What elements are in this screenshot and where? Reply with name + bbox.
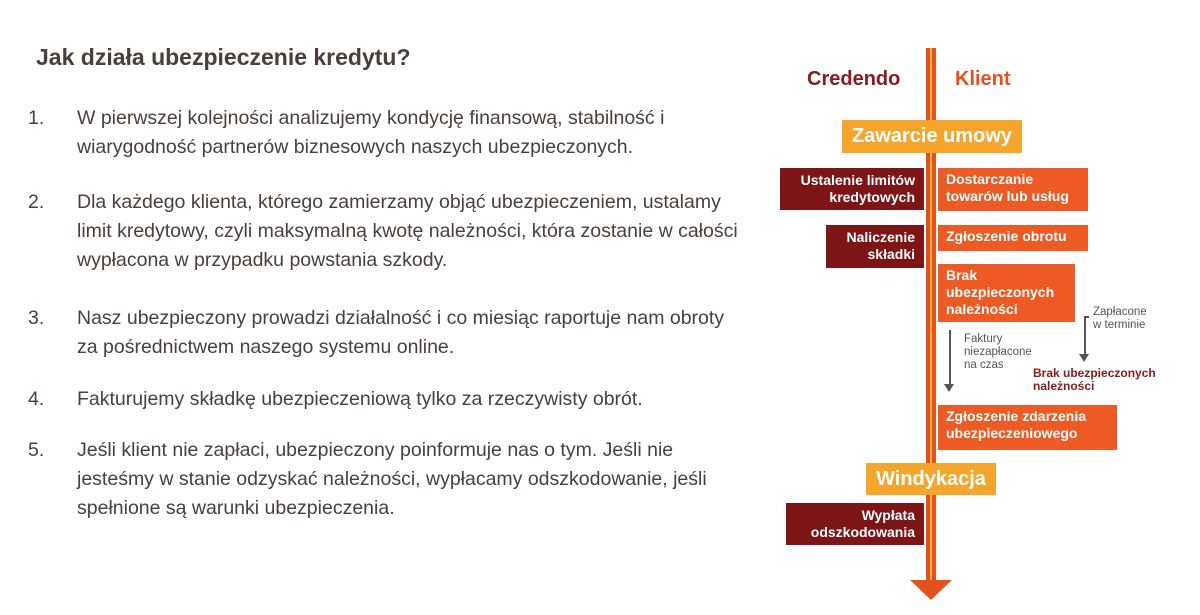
step-number: 3. [28, 307, 45, 329]
box-credit-limits [780, 168, 924, 210]
box-claim-report [938, 405, 1117, 450]
arrow-down-icon [1079, 354, 1089, 362]
stage-recovery [866, 463, 996, 495]
box-line: Dostarczanie [946, 171, 1034, 187]
box-line: odszkodowania [810, 524, 915, 540]
steps-list [28, 104, 748, 523]
header-credendo: Credendo [807, 68, 901, 90]
list-item [28, 104, 748, 162]
outcome-no-receivables [1033, 367, 1156, 393]
step-text: Dla każdego klienta, którego zamierzamy objąć ubezpieczeniem, ustalamy limit kredytowy, czyli maksymalną kwotę należności, która zostanie w całości wypłacona w przypadku powstania szkody. [77, 191, 738, 271]
box-line: kredytowych [829, 189, 915, 205]
arrow-down-icon [944, 384, 954, 392]
box-line: należności [946, 301, 1018, 317]
box-line: Zgłoszenie zdarzenia [946, 408, 1087, 424]
box-line: towarów lub usług [946, 188, 1069, 204]
step-number: 4. [28, 388, 45, 410]
header-client: Klient [955, 68, 1011, 90]
note-line: na czas [964, 359, 1004, 371]
box-line: Brak [946, 267, 978, 283]
page-title: Jak działa ubezpieczenie kredytu? [36, 44, 411, 70]
list-item [28, 304, 748, 362]
note-line: Zapłacone [1093, 306, 1147, 318]
box-line: ubezpieczeniowego [946, 425, 1078, 441]
box-line: Ustalenie limitów [800, 172, 915, 188]
process-diagram [760, 40, 1200, 610]
timeline-arrowhead-icon [910, 580, 952, 600]
box-line: Zgłoszenie obrotu [946, 228, 1067, 244]
step-text: Nasz ubezpieczony prowadzi działalność i co miesiąc raportuje nam obroty za pośrednictwem naszego systemu online. [77, 307, 725, 358]
outcome-line: Brak ubezpieczonych [1033, 366, 1156, 380]
note-line: niezapłacone [964, 346, 1032, 358]
box-line: Naliczenie [846, 229, 915, 245]
outcome-line: należności [1033, 379, 1095, 393]
box-premium [826, 225, 924, 268]
stage-contract-label: Zawarcie umowy [851, 125, 1013, 147]
box-delivery [938, 168, 1088, 211]
box-line: ubezpieczonych [946, 284, 1055, 300]
connector-line [1084, 316, 1089, 318]
list-item [28, 188, 748, 275]
box-turnover-report [938, 225, 1088, 251]
list-item [28, 436, 748, 523]
note-paid-on-time [1093, 306, 1147, 332]
connector-line [1084, 316, 1086, 356]
box-payout [786, 503, 924, 545]
connector-line [949, 330, 951, 385]
box-line: Wypłata [861, 507, 915, 523]
box-line: składki [867, 246, 915, 262]
box-no-receivables [938, 264, 1075, 322]
stage-recovery-label: Windykacja [876, 467, 986, 490]
note-line: w terminie [1093, 319, 1146, 331]
step-number: 2. [28, 191, 45, 213]
step-text: Jeśli klient nie zapłaci, ubezpieczony poinformuje nas o tym. Jeśli nie jesteśmy w stanie odzyskać należności, wypłacamy odszkodowanie, jeśli spełnione są warunki ubezpieczenia. [77, 439, 707, 519]
note-unpaid-invoices [964, 333, 1032, 372]
step-text: Fakturujemy składkę ubezpieczeniową tylko za rzeczywisty obrót. [77, 388, 643, 410]
step-number: 1. [28, 107, 45, 129]
step-text: W pierwszej kolejności analizujemy kondycję finansową, stabilność i wiarygodność partnerów biznesowych naszych ubezpieczonych. [77, 107, 665, 158]
step-number: 5. [28, 439, 45, 461]
list-item [28, 385, 748, 414]
stage-contract [842, 120, 1022, 153]
note-line: Faktury [964, 333, 1003, 345]
